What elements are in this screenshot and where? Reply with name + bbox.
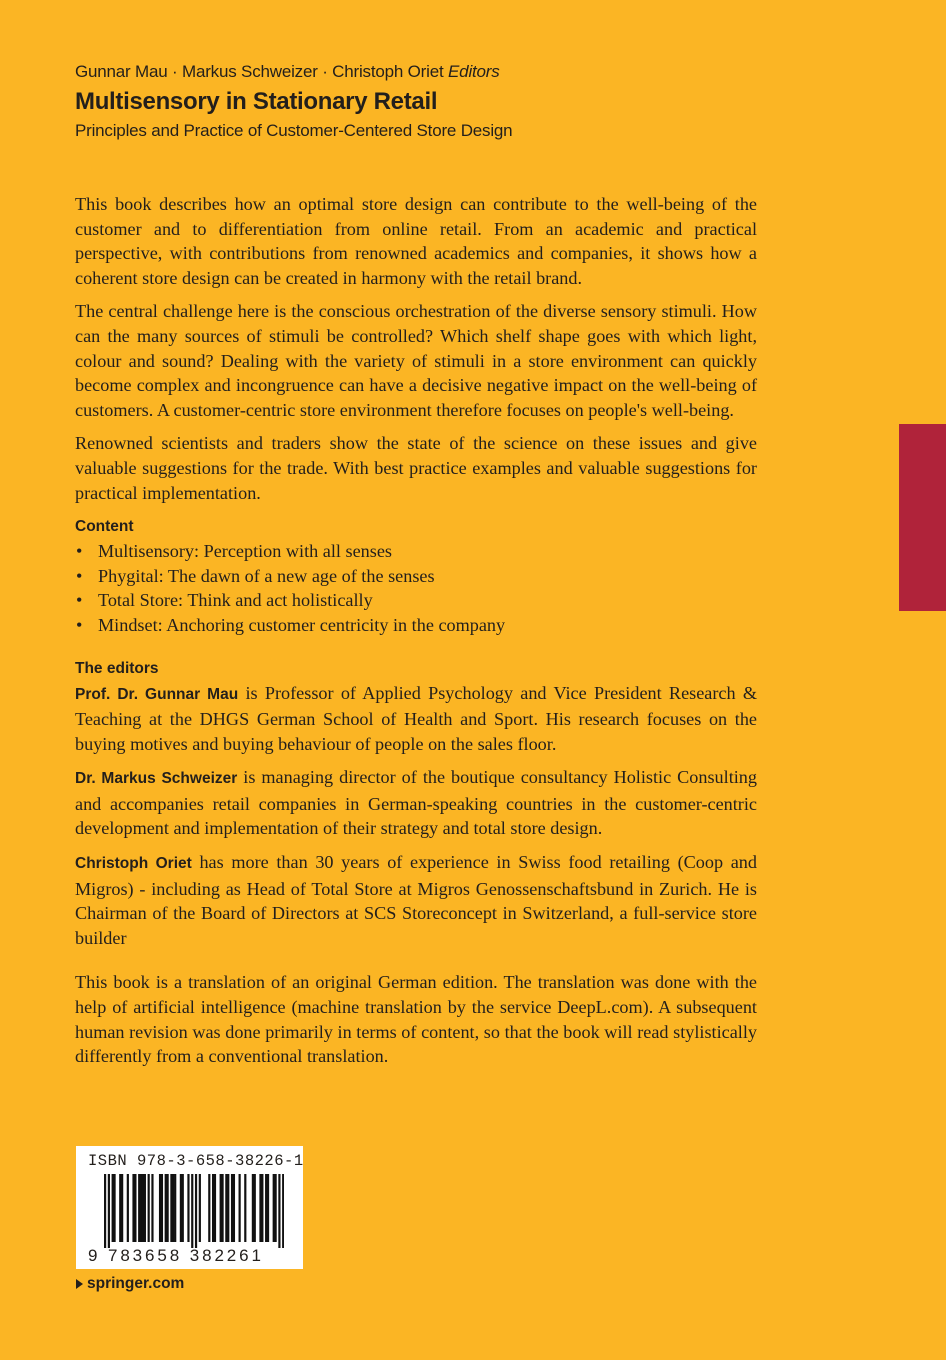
editors-role: Editors (448, 62, 500, 81)
barcode-icon (104, 1174, 284, 1248)
list-item (75, 588, 757, 613)
description-paragraph: The central challenge here is the conscious orchestration of the diverse sensory stimuli. How can the many sources of stimuli be controlled? Which shelf shape goes with which light, colour and sound? Dealing with the variety of stimuli in a store environment can quickly become complex and incongruence can have a decisive negative impact on the well-being of customers. A customer-centric store environment therefore focuses on people's well-being. (75, 301, 757, 420)
list-item (75, 613, 757, 638)
bullet-icon: • (76, 565, 83, 586)
editor-bio (75, 765, 757, 841)
editor-bio (75, 681, 757, 757)
arrow-right-icon (76, 1279, 83, 1289)
publisher-link-text[interactable]: springer.com (87, 1275, 185, 1292)
content-heading: Content (75, 518, 134, 536)
list-item-text: Phygital: The dawn of a new age of the senses (98, 565, 435, 586)
book-subtitle: Principles and Practice of Customer-Centered Store Design (75, 121, 513, 140)
bullet-icon: • (76, 541, 83, 562)
back-cover-body (75, 192, 757, 1069)
isbn-barcode (76, 1146, 303, 1269)
list-item-text: Mindset: Anchoring customer centricity in the company (98, 614, 506, 635)
list-item (75, 564, 757, 589)
editors-names: Gunnar Mau · Markus Schweizer · Christoph Oriet (75, 62, 444, 81)
description-paragraph: This book describes how an optimal store design can contribute to the well-being of the customer and to differentiation from online retail. From an academic and practical perspective, with contributions from renowned academics and companies, it shows how a coherent store design can be created in harmony with the retail brand. (75, 194, 757, 288)
bullet-icon: • (76, 590, 83, 611)
list-item-text: Total Store: Think and act holistically (98, 590, 373, 611)
editors-line (75, 60, 775, 84)
editor-bio (75, 850, 757, 950)
editor-name: Christoph Oriet (75, 855, 192, 873)
editor-bio-text: has more than 30 years of experience in Swiss food retailing (Coop and Migros) - including as Head of Total Store at Migros Genossenschaftsbund in Zurich. He is Chairman of the Board of Directors at SCS Storeconcept in Switzerland, a full-service store builder (75, 852, 757, 948)
cover-header (75, 60, 775, 143)
isbn-label: ISBN 978-3-658-38226-1 (88, 1152, 304, 1170)
editors-heading: The editors (75, 659, 159, 677)
editor-bio-text: is Professor of Applied Psychology and Vice President Research & Teaching at the DHGS German School of Health and Sport. His research focuses on the buying motives and buying behaviour of people on the sales floor. (75, 682, 757, 754)
editor-name: Prof. Dr. Gunnar Mau (75, 685, 239, 703)
barcode-digits: 9 783658 382261 (88, 1246, 264, 1265)
list-item-text: Multisensory: Perception with all senses (98, 541, 392, 562)
bullet-icon: • (76, 614, 83, 635)
translation-note: This book is a translation of an original German edition. The translation was done with the help of artificial intelligence (machine translation by the service DeepL.com). A subsequent human revision was done primarily in terms of content, so that the book will read stylistically differently from a conventional translation. (75, 972, 757, 1067)
editor-name: Dr. Markus Schweizer (75, 770, 238, 788)
publisher-link[interactable] (76, 1275, 184, 1293)
editor-bio-text: is managing director of the boutique consultancy Holistic Consulting and accompanies retail companies in German-speaking countries in the customer-centric development and implementation of their strategy and total store design. (75, 767, 757, 839)
accent-tab (899, 424, 946, 611)
description-paragraph: Renowned scientists and traders show the state of the science on these issues and give valuable suggestions for the trade. With best practice examples and valuable suggestions for practical implementation. (75, 433, 757, 503)
list-item (75, 539, 757, 564)
book-title: Multisensory in Stationary Retail (75, 88, 438, 115)
content-list (75, 539, 757, 637)
